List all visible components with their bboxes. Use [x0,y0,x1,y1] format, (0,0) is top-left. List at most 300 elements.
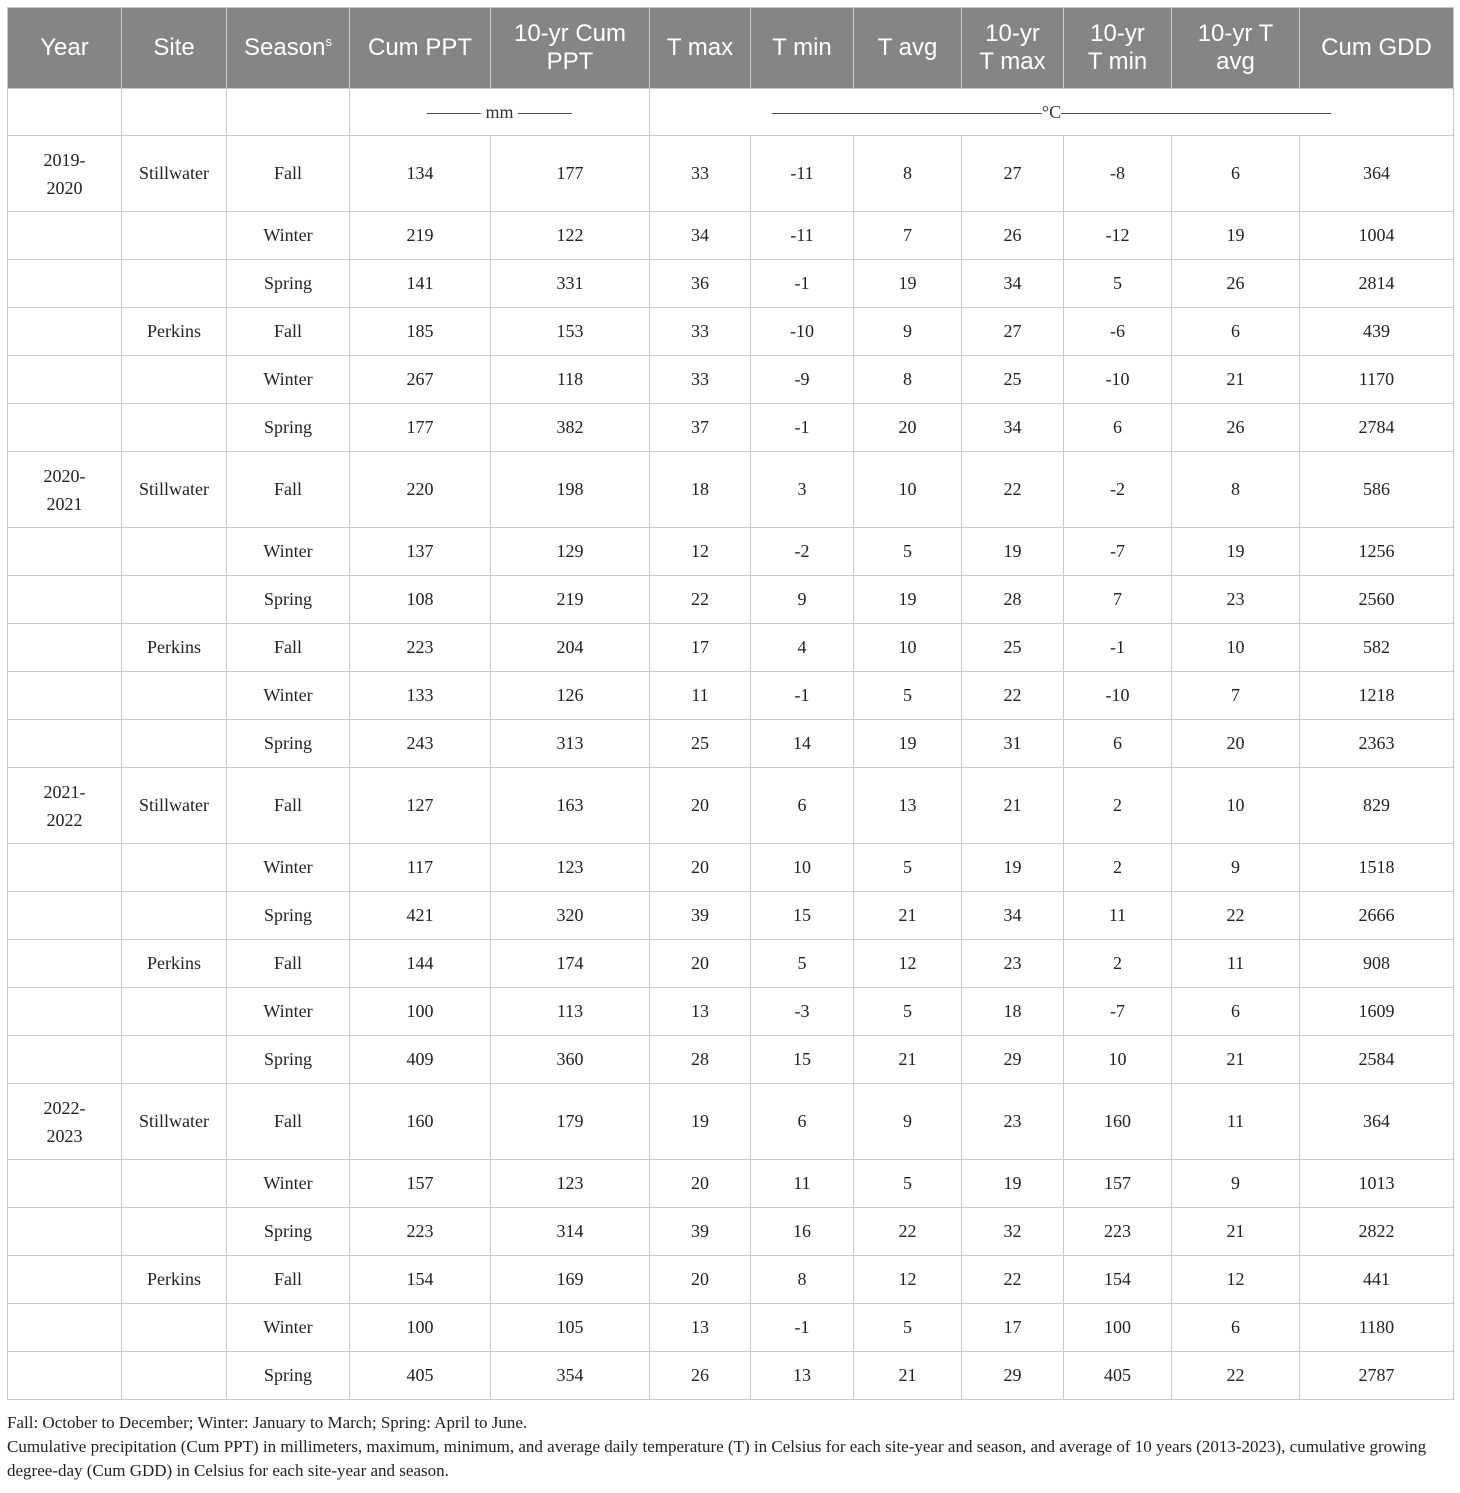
10yr-t-max-cell: 34 [962,404,1064,452]
site-cell: Perkins [122,624,227,672]
t-max-cell: 20 [650,1256,751,1304]
10yr-t-avg-cell: 19 [1172,528,1300,576]
col-header-t-max: T max [650,8,751,89]
t-max-cell: 22 [650,576,751,624]
footnote-abbreviations: Cumulative precipitation (Cum PPT) in millimeters, maximum, minimum, and average daily temperature (T) in Celsius for each site-year and season, and average of 10 years (2013-2023), cumulative growing degree-day (Cum GDD) in Celsius for each site-year and season. [7,1437,1427,1480]
10yr-cum-ppt-cell: 118 [491,356,650,404]
t-max-cell: 39 [650,1208,751,1256]
t-avg-cell: 9 [854,1084,962,1160]
10yr-cum-ppt-cell: 331 [491,260,650,308]
site-cell [122,1160,227,1208]
t-max-cell: 33 [650,356,751,404]
table-row [8,452,1454,528]
season-cell: Fall [227,768,350,844]
10yr-t-avg-cell: 21 [1172,1208,1300,1256]
cum-gdd-cell: 2822 [1300,1208,1454,1256]
10yr-t-avg-cell: 26 [1172,260,1300,308]
col-header-year: Year [8,8,122,89]
t-max-cell: 13 [650,988,751,1036]
table-row [8,1084,1454,1160]
cum-gdd-cell: 1013 [1300,1160,1454,1208]
table-row [8,528,1454,576]
10yr-t-min-cell: 154 [1064,1256,1172,1304]
site-cell [122,720,227,768]
t-min-cell: 6 [751,768,854,844]
season-cell: Fall [227,136,350,212]
10yr-cum-ppt-cell: 129 [491,528,650,576]
10yr-t-max-cell: 17 [962,1304,1064,1352]
site-cell: Stillwater [122,1084,227,1160]
10yr-t-max-cell: 28 [962,576,1064,624]
cum-ppt-cell: 141 [350,260,491,308]
10yr-t-min-cell: 7 [1064,576,1172,624]
t-avg-cell: 7 [854,212,962,260]
site-cell [122,1352,227,1400]
10yr-cum-ppt-cell: 122 [491,212,650,260]
10yr-t-max-cell: 22 [962,672,1064,720]
year-cell [8,404,122,452]
10yr-t-min-cell: -2 [1064,452,1172,528]
10yr-t-max-cell: 32 [962,1208,1064,1256]
col-header-cum-gdd: Cum GDD [1300,8,1454,89]
cum-ppt-cell: 100 [350,988,491,1036]
10yr-cum-ppt-cell: 177 [491,136,650,212]
10yr-t-avg-cell: 7 [1172,672,1300,720]
climate-data-table [7,7,1454,1400]
season-cell: Fall [227,1256,350,1304]
year-cell [8,672,122,720]
10yr-t-min-cell: 6 [1064,404,1172,452]
t-min-cell: 6 [751,1084,854,1160]
cum-ppt-cell: 219 [350,212,491,260]
10yr-cum-ppt-cell: 360 [491,1036,650,1084]
col-header-10yr-cum-ppt: 10-yr Cum PPT [491,8,650,89]
table-row [8,136,1454,212]
cum-ppt-cell: 223 [350,624,491,672]
site-cell [122,892,227,940]
site-cell [122,988,227,1036]
10yr-t-avg-cell: 21 [1172,356,1300,404]
t-avg-cell: 20 [854,404,962,452]
t-avg-cell: 5 [854,1160,962,1208]
t-avg-cell: 5 [854,844,962,892]
10yr-t-max-cell: 31 [962,720,1064,768]
t-max-cell: 20 [650,940,751,988]
site-cell [122,1208,227,1256]
t-max-cell: 28 [650,1036,751,1084]
10yr-t-avg-cell: 6 [1172,136,1300,212]
10yr-t-avg-cell: 26 [1172,404,1300,452]
t-min-cell: 4 [751,624,854,672]
cum-gdd-cell: 1004 [1300,212,1454,260]
col-header-t-min: T min [751,8,854,89]
year-cell [8,940,122,988]
year-cell [8,1256,122,1304]
10yr-t-max-cell: 29 [962,1036,1064,1084]
cum-ppt-cell: 108 [350,576,491,624]
t-avg-cell: 19 [854,720,962,768]
site-cell: Perkins [122,1256,227,1304]
col-header-10yr-t-max: 10-yr T max [962,8,1064,89]
cum-ppt-cell: 133 [350,672,491,720]
table-row [8,988,1454,1036]
10yr-cum-ppt-cell: 123 [491,1160,650,1208]
t-avg-cell: 5 [854,1304,962,1352]
table-row [8,940,1454,988]
table-row [8,1208,1454,1256]
year-cell: 2021- 2022 [8,768,122,844]
10yr-t-min-cell: -7 [1064,988,1172,1036]
year-cell [8,844,122,892]
season-cell: Winter [227,1160,350,1208]
cum-ppt-cell: 405 [350,1352,491,1400]
t-min-cell: -1 [751,672,854,720]
season-cell: Spring [227,260,350,308]
cum-ppt-cell: 177 [350,404,491,452]
year-cell [8,624,122,672]
10yr-cum-ppt-cell: 123 [491,844,650,892]
season-footnote-marker: s [325,34,332,49]
cum-ppt-cell: 185 [350,308,491,356]
t-max-cell: 33 [650,308,751,356]
t-avg-cell: 5 [854,672,962,720]
cum-gdd-cell: 441 [1300,1256,1454,1304]
season-cell: Spring [227,404,350,452]
t-min-cell: -10 [751,308,854,356]
season-cell: Winter [227,1304,350,1352]
t-max-cell: 11 [650,672,751,720]
t-avg-cell: 21 [854,892,962,940]
t-min-cell: 9 [751,576,854,624]
10yr-t-min-cell: 2 [1064,940,1172,988]
site-cell [122,672,227,720]
t-max-cell: 34 [650,212,751,260]
cum-gdd-cell: 1218 [1300,672,1454,720]
site-cell [122,576,227,624]
season-cell: Spring [227,1208,350,1256]
site-cell: Perkins [122,308,227,356]
table-row [8,404,1454,452]
t-max-cell: 25 [650,720,751,768]
10yr-t-max-cell: 29 [962,1352,1064,1400]
site-cell: Stillwater [122,768,227,844]
10yr-t-min-cell: 10 [1064,1036,1172,1084]
10yr-t-avg-cell: 19 [1172,212,1300,260]
site-cell [122,1036,227,1084]
t-max-cell: 18 [650,452,751,528]
units-ppt-label: ——— mm ——— [350,89,650,136]
10yr-t-avg-cell: 8 [1172,452,1300,528]
10yr-cum-ppt-cell: 382 [491,404,650,452]
cum-ppt-cell: 154 [350,1256,491,1304]
season-cell: Fall [227,624,350,672]
table-row [8,624,1454,672]
t-min-cell: -1 [751,1304,854,1352]
t-avg-cell: 22 [854,1208,962,1256]
year-cell [8,576,122,624]
cum-ppt-cell: 137 [350,528,491,576]
cum-gdd-cell: 1518 [1300,844,1454,892]
cum-ppt-cell: 157 [350,1160,491,1208]
10yr-t-avg-cell: 22 [1172,1352,1300,1400]
table-row [8,1304,1454,1352]
season-cell: Winter [227,356,350,404]
site-cell [122,1304,227,1352]
10yr-t-max-cell: 19 [962,844,1064,892]
10yr-cum-ppt-cell: 198 [491,452,650,528]
t-max-cell: 19 [650,1084,751,1160]
t-avg-cell: 12 [854,940,962,988]
t-min-cell: -2 [751,528,854,576]
t-min-cell: -11 [751,136,854,212]
season-header-label: Season [244,34,326,61]
10yr-t-max-cell: 18 [962,988,1064,1036]
10yr-t-avg-cell: 11 [1172,940,1300,988]
10yr-t-min-cell: -1 [1064,624,1172,672]
site-cell [122,356,227,404]
season-cell: Winter [227,212,350,260]
season-cell: Spring [227,576,350,624]
10yr-cum-ppt-cell: 126 [491,672,650,720]
t-avg-cell: 10 [854,624,962,672]
cum-gdd-cell: 582 [1300,624,1454,672]
col-header-10yr-t-min: 10-yr T min [1064,8,1172,89]
10yr-t-min-cell: -12 [1064,212,1172,260]
10yr-cum-ppt-cell: 219 [491,576,650,624]
t-avg-cell: 21 [854,1036,962,1084]
10yr-t-min-cell: -10 [1064,356,1172,404]
10yr-t-avg-cell: 23 [1172,576,1300,624]
cum-gdd-cell: 2363 [1300,720,1454,768]
t-min-cell: 15 [751,1036,854,1084]
year-cell: 2020- 2021 [8,452,122,528]
10yr-t-avg-cell: 22 [1172,892,1300,940]
col-header-cum-ppt: Cum PPT [350,8,491,89]
season-cell: Winter [227,988,350,1036]
10yr-t-max-cell: 23 [962,940,1064,988]
10yr-t-min-cell: 100 [1064,1304,1172,1352]
cum-ppt-cell: 421 [350,892,491,940]
season-cell: Winter [227,672,350,720]
10yr-t-avg-cell: 9 [1172,844,1300,892]
site-cell [122,528,227,576]
cum-gdd-cell: 2666 [1300,892,1454,940]
t-max-cell: 33 [650,136,751,212]
cum-gdd-cell: 1180 [1300,1304,1454,1352]
year-cell [8,1036,122,1084]
cum-gdd-cell: 908 [1300,940,1454,988]
10yr-t-max-cell: 21 [962,768,1064,844]
10yr-t-avg-cell: 10 [1172,624,1300,672]
year-cell [8,212,122,260]
site-cell [122,212,227,260]
t-min-cell: -1 [751,260,854,308]
cum-ppt-cell: 220 [350,452,491,528]
10yr-t-max-cell: 19 [962,1160,1064,1208]
year-cell [8,308,122,356]
10yr-t-avg-cell: 6 [1172,988,1300,1036]
site-cell [122,260,227,308]
t-max-cell: 17 [650,624,751,672]
year-cell [8,1160,122,1208]
t-min-cell: -11 [751,212,854,260]
t-avg-cell: 19 [854,576,962,624]
10yr-t-min-cell: 6 [1064,720,1172,768]
t-max-cell: 20 [650,1160,751,1208]
10yr-t-max-cell: 34 [962,892,1064,940]
table-body [8,89,1454,1400]
10yr-t-avg-cell: 12 [1172,1256,1300,1304]
t-min-cell: 15 [751,892,854,940]
10yr-t-min-cell: 5 [1064,260,1172,308]
table-row [8,576,1454,624]
10yr-t-avg-cell: 20 [1172,720,1300,768]
t-max-cell: 26 [650,1352,751,1400]
table-row [8,260,1454,308]
10yr-cum-ppt-cell: 314 [491,1208,650,1256]
10yr-t-avg-cell: 21 [1172,1036,1300,1084]
climate-table-document [7,7,1453,1400]
10yr-t-min-cell: -10 [1064,672,1172,720]
10yr-cum-ppt-cell: 179 [491,1084,650,1160]
season-cell: Winter [227,528,350,576]
cum-ppt-cell: 243 [350,720,491,768]
10yr-t-max-cell: 27 [962,308,1064,356]
season-cell: Spring [227,720,350,768]
cum-ppt-cell: 100 [350,1304,491,1352]
table-row [8,720,1454,768]
10yr-cum-ppt-cell: 174 [491,940,650,988]
site-cell: Stillwater [122,136,227,212]
table-row [8,356,1454,404]
table-row [8,308,1454,356]
10yr-cum-ppt-cell: 313 [491,720,650,768]
10yr-t-min-cell: 405 [1064,1352,1172,1400]
units-blank-cell [122,89,227,136]
t-min-cell: 14 [751,720,854,768]
table-row [8,1256,1454,1304]
10yr-t-avg-cell: 10 [1172,768,1300,844]
10yr-t-avg-cell: 11 [1172,1084,1300,1160]
cum-gdd-cell: 2784 [1300,404,1454,452]
10yr-t-min-cell: 223 [1064,1208,1172,1256]
t-min-cell: 3 [751,452,854,528]
t-min-cell: 8 [751,1256,854,1304]
season-cell: Fall [227,452,350,528]
t-min-cell: -3 [751,988,854,1036]
t-avg-cell: 13 [854,768,962,844]
col-header-10yr-t-avg: 10-yr T avg [1172,8,1300,89]
cum-ppt-cell: 160 [350,1084,491,1160]
col-header-season [227,8,350,89]
table-row [8,672,1454,720]
year-cell [8,720,122,768]
10yr-cum-ppt-cell: 320 [491,892,650,940]
10yr-cum-ppt-cell: 163 [491,768,650,844]
cum-ppt-cell: 267 [350,356,491,404]
cum-gdd-cell: 1609 [1300,988,1454,1036]
cum-gdd-cell: 2560 [1300,576,1454,624]
cum-gdd-cell: 586 [1300,452,1454,528]
cum-gdd-cell: 364 [1300,1084,1454,1160]
site-cell [122,404,227,452]
season-cell: Fall [227,1084,350,1160]
year-cell [8,528,122,576]
season-cell: Fall [227,940,350,988]
season-cell: Fall [227,308,350,356]
units-blank-cell [227,89,350,136]
t-min-cell: -1 [751,404,854,452]
t-min-cell: 16 [751,1208,854,1256]
table-row [8,844,1454,892]
t-avg-cell: 8 [854,136,962,212]
10yr-t-min-cell: 160 [1064,1084,1172,1160]
cum-gdd-cell: 2584 [1300,1036,1454,1084]
10yr-t-min-cell: -8 [1064,136,1172,212]
t-avg-cell: 19 [854,260,962,308]
season-cell: Winter [227,844,350,892]
year-cell: 2019- 2020 [8,136,122,212]
season-cell: Spring [227,1352,350,1400]
t-min-cell: 13 [751,1352,854,1400]
10yr-t-max-cell: 25 [962,356,1064,404]
t-min-cell: 11 [751,1160,854,1208]
footnote-seasons: Fall: October to December; Winter: January to March; Spring: April to June. [7,1413,528,1432]
units-row [8,89,1454,136]
table-row [8,1160,1454,1208]
cum-gdd-cell: 364 [1300,136,1454,212]
10yr-t-avg-cell: 9 [1172,1160,1300,1208]
t-min-cell: 5 [751,940,854,988]
10yr-t-max-cell: 22 [962,452,1064,528]
table-row [8,1036,1454,1084]
10yr-t-max-cell: 34 [962,260,1064,308]
cum-gdd-cell: 829 [1300,768,1454,844]
t-max-cell: 39 [650,892,751,940]
10yr-t-max-cell: 19 [962,528,1064,576]
cum-ppt-cell: 223 [350,1208,491,1256]
cum-ppt-cell: 127 [350,768,491,844]
site-cell [122,844,227,892]
cum-gdd-cell: 1256 [1300,528,1454,576]
t-avg-cell: 9 [854,308,962,356]
10yr-cum-ppt-cell: 105 [491,1304,650,1352]
col-header-site: Site [122,8,227,89]
cum-gdd-cell: 439 [1300,308,1454,356]
t-avg-cell: 8 [854,356,962,404]
col-header-t-avg: T avg [854,8,962,89]
10yr-t-avg-cell: 6 [1172,1304,1300,1352]
10yr-cum-ppt-cell: 204 [491,624,650,672]
cum-gdd-cell: 2814 [1300,260,1454,308]
table-row [8,892,1454,940]
site-cell: Stillwater [122,452,227,528]
year-cell [8,988,122,1036]
10yr-t-min-cell: -7 [1064,528,1172,576]
10yr-t-min-cell: -6 [1064,308,1172,356]
t-min-cell: -9 [751,356,854,404]
year-cell: 2022- 2023 [8,1084,122,1160]
10yr-t-max-cell: 23 [962,1084,1064,1160]
cum-gdd-cell: 1170 [1300,356,1454,404]
table-footnotes [7,1411,1453,1483]
t-avg-cell: 21 [854,1352,962,1400]
t-max-cell: 20 [650,768,751,844]
t-max-cell: 13 [650,1304,751,1352]
units-temp-label: ———————————————°C——————————————— [650,89,1454,136]
year-cell [8,1304,122,1352]
season-cell: Spring [227,1036,350,1084]
